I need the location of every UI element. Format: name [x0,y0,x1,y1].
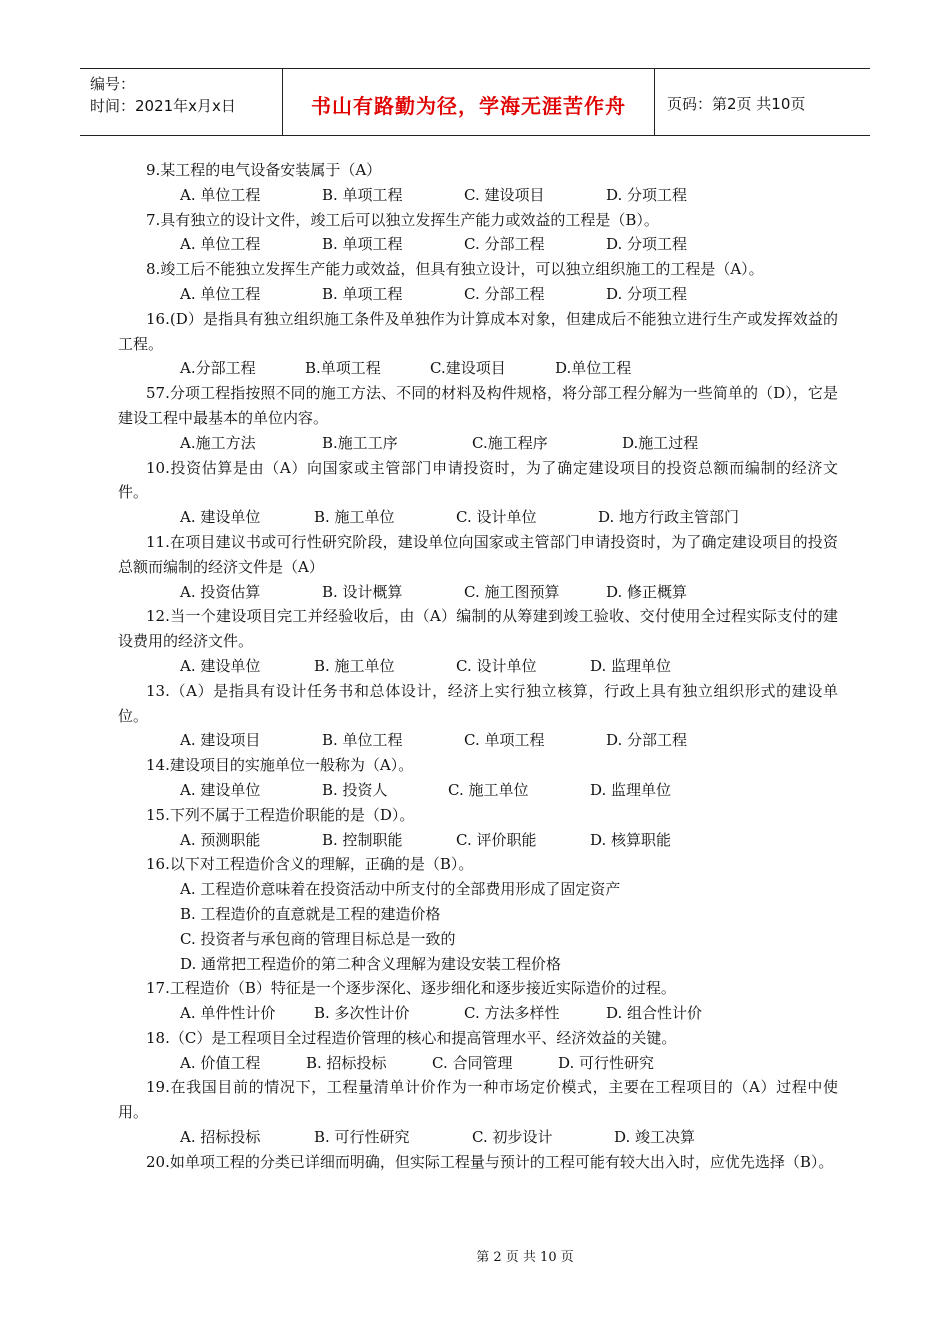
option: B.施工工序 [322,433,398,452]
option: D. 分项工程 [606,185,688,204]
header-motto: 书山有路勤为径，学海无涯苦作舟 [283,69,655,135]
option: B. 可行性研究 [314,1128,410,1147]
question-text: 15.下列不属于工程造价职能的是（D）。 [146,805,415,824]
option: A. 单件性计价 [180,1004,276,1023]
option: D. 监理单位 [590,780,672,799]
header-page-label: 页码：第2页 共10页 [667,94,806,113]
question-text: 8.竣工后不能独立发挥生产能力或效益，但具有独立设计，可以独立组织施工的工程是（A）。 [146,260,764,279]
option-row [118,1051,838,1076]
option-row [118,431,838,456]
option: C. 设计单位 [456,508,537,527]
option: C. 分部工程 [464,235,545,254]
option: B. 投资人 [322,780,388,799]
option: A. 招标投标 [180,1128,261,1147]
option-row [118,778,838,803]
option: D. 核算职能 [590,830,672,849]
option-line: C. 投资者与承包商的管理目标总是一致的 [180,929,456,948]
option: B. 单项工程 [322,284,403,303]
doc-number-label: 编号： [90,75,136,93]
option-row [118,1001,838,1026]
option: D. 修正概算 [606,582,688,601]
option: C. 分部工程 [464,284,545,303]
option: C. 设计单位 [456,656,537,675]
option: A. 建设项目 [180,731,261,750]
option: D. 分部工程 [606,731,688,750]
option: C. 方法多样性 [464,1004,560,1023]
option: C. 建设项目 [464,185,545,204]
option: C. 施工图预算 [464,582,560,601]
option: C.施工程序 [472,433,548,452]
option-row [118,183,838,208]
option: C. 合同管理 [432,1053,513,1072]
question-text: 10.投资估算是由（A）向国家或主管部门申请投资时，为了确定建设项目的投资总额而编制的经济文件。 [118,458,838,502]
doc-time-label: 时间：2021年x月x日 [90,97,236,115]
option: D. 监理单位 [590,656,672,675]
option: A.分部工程 [180,359,256,378]
option-row [118,828,838,853]
question-text: 19.在我国目前的情况下，工程量清单计价作为一种市场定价模式，主要在工程项目的（A）过程中使用。 [118,1078,838,1122]
option: B.单项工程 [305,359,381,378]
option: B. 单项工程 [322,185,403,204]
option: A. 建设单位 [180,780,261,799]
option: D. 分项工程 [606,235,688,254]
option: B. 单位工程 [322,731,403,750]
option: A. 价值工程 [180,1053,261,1072]
option: C. 单项工程 [464,731,545,750]
option: B. 单项工程 [322,235,403,254]
option: B. 多次性计价 [314,1004,410,1023]
option: A. 预测职能 [180,830,261,849]
option-line: D. 通常把工程造价的第二种含义理解为建设安装工程价格 [180,954,562,973]
question-text: 7.具有独立的设计文件，竣工后可以独立发挥生产能力或效益的工程是（B）。 [146,210,659,229]
option-row [118,232,838,257]
option: B. 设计概算 [322,582,403,601]
question-text: 18.（C）是工程项目全过程造价管理的核心和提高管理水平、经济效益的关键。 [146,1028,677,1047]
question-text: 11.在项目建议书或可行性研究阶段，建设单位向国家或主管部门申请投资时，为了确定建设项目的投资总额而编制的经济文件是（A） [118,532,838,576]
option: C. 初步设计 [472,1128,553,1147]
option: A. 单位工程 [180,235,261,254]
question-text: 17.工程造价（B）特征是一个逐步深化、逐步细化和逐步接近实际造价的过程。 [146,979,676,998]
question-text: 16.(D）是指具有独立组织施工条件及单独作为计算成本对象，但建成后不能独立进行生产或发挥效益的工程。 [118,309,838,353]
option: A. 建设单位 [180,656,261,675]
header-meta [80,69,283,135]
option: C. 评价职能 [456,830,537,849]
option: D. 可行性研究 [558,1053,655,1072]
option-row [118,1125,838,1150]
option: B. 招标投标 [306,1053,387,1072]
question-text: 9.某工程的电气设备安装属于（A） [146,161,382,179]
option: D.单位工程 [555,359,632,378]
question-text: 16.以下对工程造价含义的理解，正确的是（B）。 [146,855,474,874]
option-row [118,356,838,381]
question-text: 20.如单项工程的分类已详细而明确，但实际工程量与预计的工程可能有较大出入时，应优先选择（B）。 [146,1152,834,1171]
option-line: A. 工程造价意味着在投资活动中所支付的全部费用形成了固定资产 [180,880,621,899]
option-line: B. 工程造价的直意就是工程的建造价格 [180,904,441,923]
question-text: 14.建设项目的实施单位一般称为（A）。 [146,756,414,775]
option-row [118,728,838,753]
option: A. 单位工程 [180,284,261,303]
option: C.建设项目 [430,359,506,378]
page-header [80,68,870,136]
question-text: 13.（A）是指具有设计任务书和总体设计，经济上实行独立核算，行政上具有独立组织形式的建设单位。 [118,681,838,725]
option: B. 施工单位 [314,656,395,675]
option: D. 组合性计价 [606,1004,703,1023]
option-row [118,505,838,530]
option: C. 施工单位 [448,780,529,799]
option: B. 施工单位 [314,508,395,527]
option: D. 地方行政主管部门 [598,508,740,527]
option: A.施工方法 [180,433,256,452]
question-text: 12.当一个建设项目完工并经验收后，由（A）编制的从筹建到竣工验收、交付使用全过程实际支付的建设费用的经济文件。 [118,607,838,651]
option-row [118,580,838,605]
option: D.施工过程 [622,433,699,452]
option: D. 竣工决算 [614,1128,696,1147]
question-list [118,158,838,1175]
option-row [118,282,838,307]
option: D. 分项工程 [606,284,688,303]
page-footer: 第 2 页 共 10 页 [476,1250,574,1265]
question-text: 57.分项工程指按照不同的施工方法、不同的材料及构件规格，将分部工程分解为一些简单的（D），它是建设工程中最基本的单位内容。 [118,384,838,427]
option-row [118,654,838,679]
option: A. 单位工程 [180,185,261,204]
option: B. 控制职能 [322,830,403,849]
option: A. 投资估算 [180,582,261,601]
option: A. 建设单位 [180,508,261,527]
